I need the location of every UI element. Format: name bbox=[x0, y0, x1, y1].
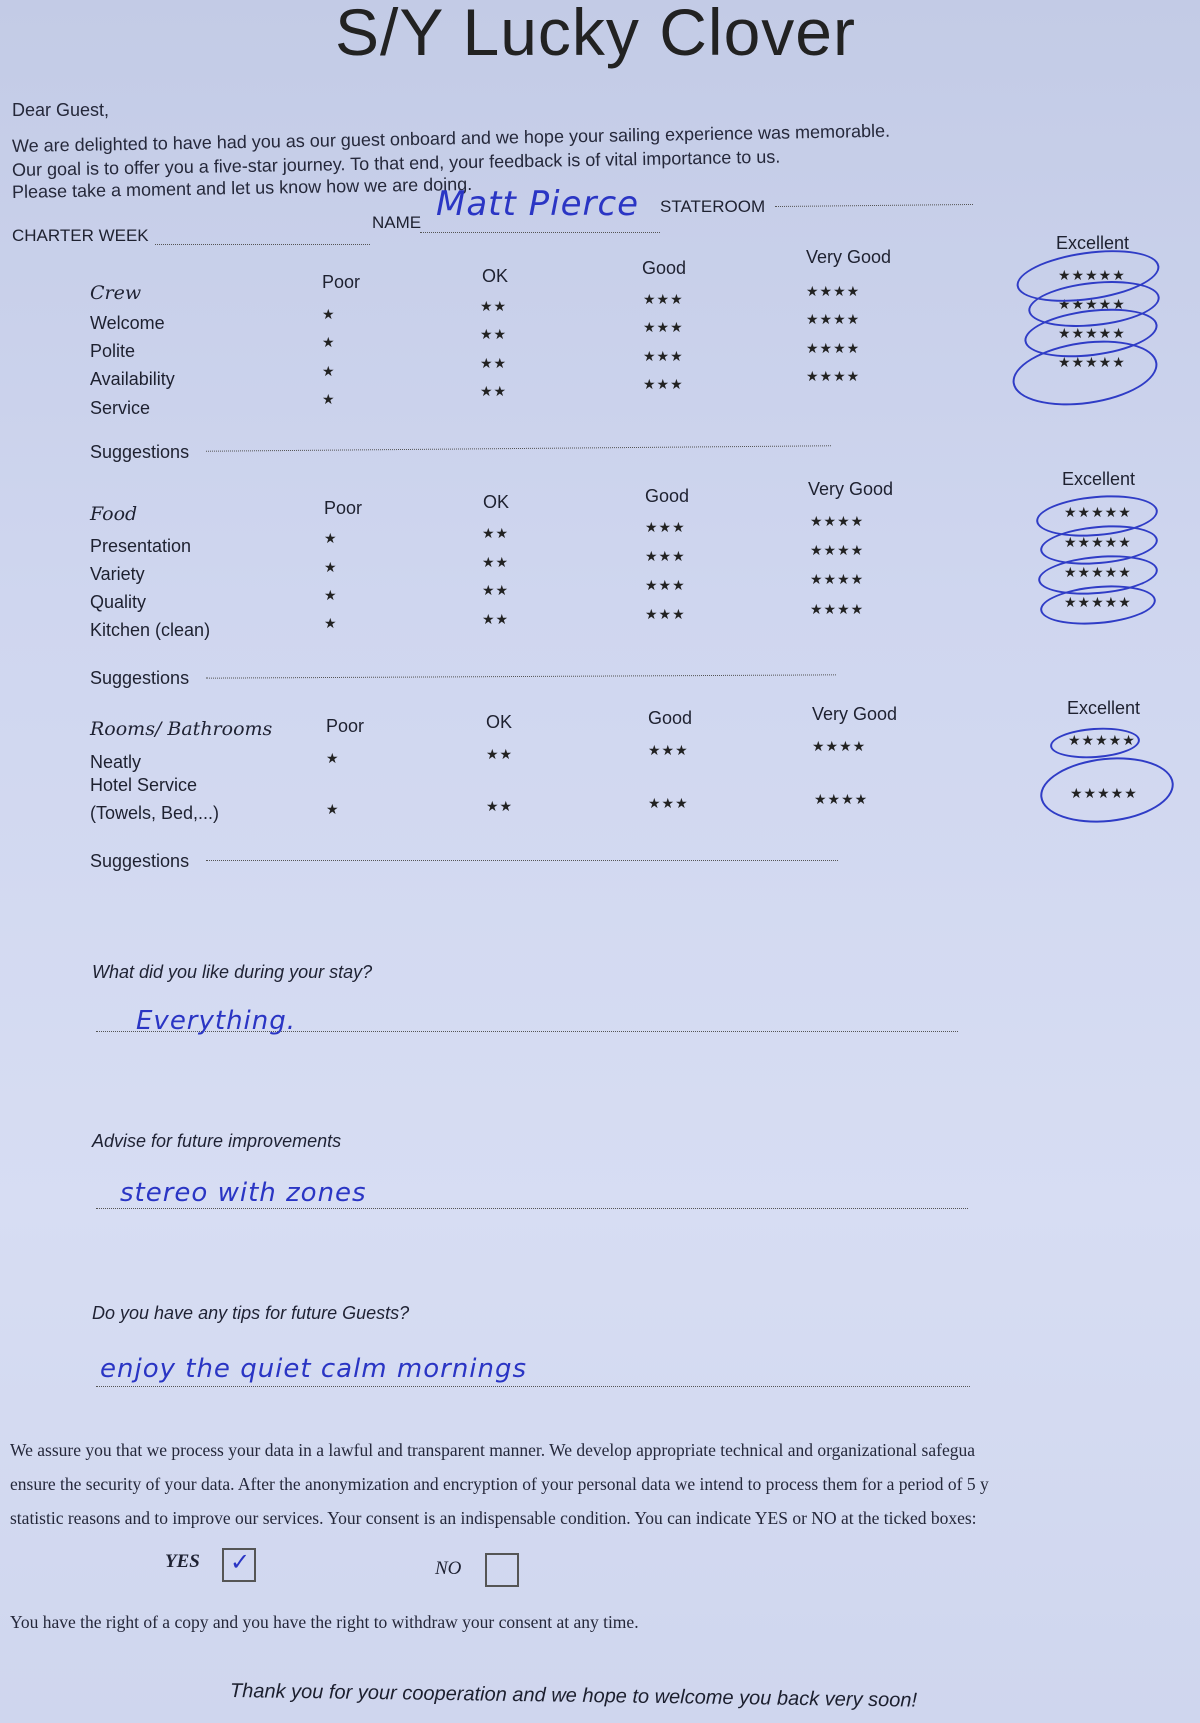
intro-line-2: Our goal is to offer you a five-star journey. To that end, your feedback is of vital importance to us. bbox=[11, 146, 781, 180]
crew-availability-excellent[interactable]: ★★★★★ bbox=[1058, 325, 1126, 341]
rooms-hotel-service-circle-mark bbox=[1037, 751, 1177, 829]
section-heading-rooms: Rooms/ Bathrooms bbox=[90, 718, 273, 740]
rooms-neatly-good[interactable]: ★★★ bbox=[648, 742, 689, 758]
crew-welcome-poor[interactable]: ★ bbox=[322, 306, 336, 322]
rooms-hotel-service-poor[interactable]: ★ bbox=[326, 801, 340, 817]
food-variety-poor[interactable]: ★ bbox=[324, 559, 338, 575]
section-heading-crew: Crew bbox=[90, 282, 142, 304]
answer-improvements-field[interactable] bbox=[96, 1208, 968, 1209]
legal-line-2: ensure the security of your data. After the anonymization and encryption of your personal data we intend to process them for a period of 5 y bbox=[10, 1474, 989, 1494]
crew-row-availability: Availability bbox=[90, 369, 175, 389]
crew-availability-very-good[interactable]: ★★★★ bbox=[806, 340, 861, 356]
rooms-rating-ok-header: OK bbox=[486, 712, 513, 732]
rooms-neatly-circle-mark bbox=[1049, 725, 1141, 761]
food-presentation-ok[interactable]: ★★ bbox=[482, 525, 510, 541]
crew-polite-poor[interactable]: ★ bbox=[322, 334, 336, 350]
rooms-neatly-very-good[interactable]: ★★★★ bbox=[812, 738, 867, 754]
food-quality-ok[interactable]: ★★ bbox=[482, 582, 510, 598]
food-rating-poor-header: Poor bbox=[324, 498, 363, 518]
food-presentation-excellent[interactable]: ★★★★★ bbox=[1064, 504, 1132, 520]
rooms-rating-very-good-header: Very Good bbox=[812, 704, 898, 724]
food-rating-ok-header: OK bbox=[483, 492, 510, 512]
rooms-rating-poor-header: Poor bbox=[326, 716, 365, 736]
crew-row-service: Service bbox=[90, 398, 151, 418]
rooms-hotel-service-excellent[interactable]: ★★★★★ bbox=[1070, 785, 1138, 801]
food-kitchen-poor[interactable]: ★ bbox=[324, 615, 338, 631]
crew-welcome-ok[interactable]: ★★ bbox=[480, 298, 508, 314]
food-row-variety: Variety bbox=[90, 564, 145, 584]
crew-service-ok[interactable]: ★★ bbox=[480, 383, 508, 399]
rating-poor-header: Poor bbox=[322, 272, 361, 292]
consent-yes-checkmark: ✓ bbox=[230, 1548, 252, 1576]
crew-availability-ok[interactable]: ★★ bbox=[480, 355, 508, 371]
rating-very-good-header: Very Good bbox=[806, 247, 892, 267]
crew-welcome-good[interactable]: ★★★ bbox=[643, 291, 684, 307]
rating-excellent-header: Excellent bbox=[1056, 233, 1130, 253]
crew-suggestions-field[interactable] bbox=[206, 445, 831, 451]
crew-row-polite: Polite bbox=[90, 341, 136, 361]
food-kitchen-good[interactable]: ★★★ bbox=[645, 606, 686, 622]
greeting: Dear Guest, bbox=[12, 100, 110, 120]
rooms-row-neatly: Neatly bbox=[90, 752, 142, 772]
crew-availability-good[interactable]: ★★★ bbox=[643, 348, 684, 364]
food-quality-good[interactable]: ★★★ bbox=[645, 577, 686, 593]
food-presentation-very-good[interactable]: ★★★★ bbox=[810, 513, 865, 529]
food-rating-very-good-header: Very Good bbox=[808, 479, 894, 499]
rooms-neatly-poor[interactable]: ★ bbox=[326, 750, 340, 766]
intro-line-3: Please take a moment and let us know how we are doing. bbox=[11, 173, 473, 202]
food-kitchen-excellent[interactable]: ★★★★★ bbox=[1064, 594, 1132, 610]
answer-tips-field[interactable] bbox=[96, 1386, 970, 1387]
name-value: Matt Pierce bbox=[436, 184, 640, 224]
crew-polite-very-good[interactable]: ★★★★ bbox=[806, 311, 861, 327]
crew-polite-excellent[interactable]: ★★★★★ bbox=[1058, 296, 1126, 312]
rooms-neatly-excellent[interactable]: ★★★★★ bbox=[1068, 732, 1136, 748]
question-improvements: Advise for future improvements bbox=[92, 1131, 342, 1151]
crew-service-poor[interactable]: ★ bbox=[322, 391, 336, 407]
page-title: S/Y Lucky Clover bbox=[335, 0, 856, 69]
food-kitchen-ok[interactable]: ★★ bbox=[482, 611, 510, 627]
rooms-row-towels-bed: (Towels, Bed,...) bbox=[90, 803, 220, 823]
question-liked: What did you like during your stay? bbox=[92, 962, 373, 982]
crew-polite-ok[interactable]: ★★ bbox=[480, 326, 508, 342]
rooms-rating-good-header: Good bbox=[648, 708, 693, 728]
rooms-row-hotel-service: Hotel Service bbox=[90, 775, 198, 795]
consent-yes-label: YES bbox=[165, 1551, 200, 1572]
food-variety-ok[interactable]: ★★ bbox=[482, 554, 510, 570]
answer-liked: Everything. bbox=[136, 1006, 297, 1036]
section-heading-food: Food bbox=[90, 503, 138, 525]
name-field[interactable] bbox=[420, 232, 660, 233]
charter-week-field[interactable] bbox=[155, 244, 370, 245]
rating-ok-header: OK bbox=[482, 266, 509, 286]
intro-line-1: We are delighted to have had you as our guest onboard and we hope your sailing experience was memorable. bbox=[11, 120, 891, 156]
food-suggestions-field[interactable] bbox=[206, 674, 836, 678]
crew-suggestions-label: Suggestions bbox=[90, 442, 190, 462]
food-presentation-poor[interactable]: ★ bbox=[324, 530, 338, 546]
food-rating-good-header: Good bbox=[645, 486, 690, 506]
legal-line-3: statistic reasons and to improve our services. Your consent is an indispensable condition. You can indicate YES or NO at the ticked boxes: bbox=[10, 1508, 977, 1528]
food-variety-excellent[interactable]: ★★★★★ bbox=[1064, 534, 1132, 550]
crew-service-good[interactable]: ★★★ bbox=[643, 376, 684, 392]
food-variety-good[interactable]: ★★★ bbox=[645, 548, 686, 564]
consent-rights-text: You have the right of a copy and you have the right to withdraw your consent at any time. bbox=[10, 1612, 639, 1632]
crew-row-welcome: Welcome bbox=[90, 313, 165, 333]
consent-no-checkbox[interactable] bbox=[485, 1553, 519, 1587]
answer-tips: enjoy the quiet calm mornings bbox=[100, 1354, 528, 1384]
consent-yes-checkbox[interactable] bbox=[222, 1548, 256, 1582]
charter-week-label: CHARTER WEEK bbox=[12, 226, 149, 245]
food-row-kitchen: Kitchen (clean) bbox=[90, 620, 211, 640]
consent-no-label: NO bbox=[435, 1558, 462, 1579]
food-variety-very-good[interactable]: ★★★★ bbox=[810, 542, 865, 558]
rooms-hotel-service-ok[interactable]: ★★ bbox=[486, 798, 514, 814]
food-rating-excellent-header: Excellent bbox=[1062, 469, 1136, 489]
food-row-quality: Quality bbox=[90, 592, 147, 612]
rating-good-header: Good bbox=[642, 258, 687, 278]
food-quality-poor[interactable]: ★ bbox=[324, 587, 338, 603]
rooms-rating-excellent-header: Excellent bbox=[1067, 698, 1141, 718]
crew-service-very-good[interactable]: ★★★★ bbox=[806, 368, 861, 384]
stateroom-field[interactable] bbox=[775, 204, 973, 207]
legal-line-1: We assure you that we process your data in a lawful and transparent manner. We develop appropriate technical and organizational safegua bbox=[10, 1440, 975, 1460]
rooms-suggestions-field[interactable] bbox=[206, 860, 838, 861]
crew-service-excellent[interactable]: ★★★★★ bbox=[1058, 354, 1126, 370]
rooms-hotel-service-very-good[interactable]: ★★★★ bbox=[814, 791, 869, 807]
rooms-suggestions-label: Suggestions bbox=[90, 851, 190, 871]
answer-improvements: stereo with zones bbox=[120, 1178, 367, 1208]
crew-availability-poor[interactable]: ★ bbox=[322, 363, 336, 379]
crew-welcome-excellent[interactable]: ★★★★★ bbox=[1058, 267, 1126, 283]
food-quality-excellent[interactable]: ★★★★★ bbox=[1064, 564, 1132, 580]
rooms-hotel-service-good[interactable]: ★★★ bbox=[648, 795, 689, 811]
crew-welcome-very-good[interactable]: ★★★★ bbox=[806, 283, 861, 299]
food-quality-very-good[interactable]: ★★★★ bbox=[810, 571, 865, 587]
closing-thanks: Thank you for your cooperation and we hope to welcome you back very soon! bbox=[229, 1680, 918, 1712]
food-kitchen-very-good[interactable]: ★★★★ bbox=[810, 601, 865, 617]
crew-polite-good[interactable]: ★★★ bbox=[643, 319, 684, 335]
food-presentation-good[interactable]: ★★★ bbox=[645, 519, 686, 535]
food-suggestions-label: Suggestions bbox=[90, 668, 190, 688]
question-tips: Do you have any tips for future Guests? bbox=[92, 1303, 410, 1323]
food-row-presentation: Presentation bbox=[90, 536, 192, 556]
stateroom-label: STATEROOM bbox=[660, 197, 766, 216]
rooms-neatly-ok[interactable]: ★★ bbox=[486, 746, 514, 762]
name-label: NAME bbox=[372, 213, 422, 232]
